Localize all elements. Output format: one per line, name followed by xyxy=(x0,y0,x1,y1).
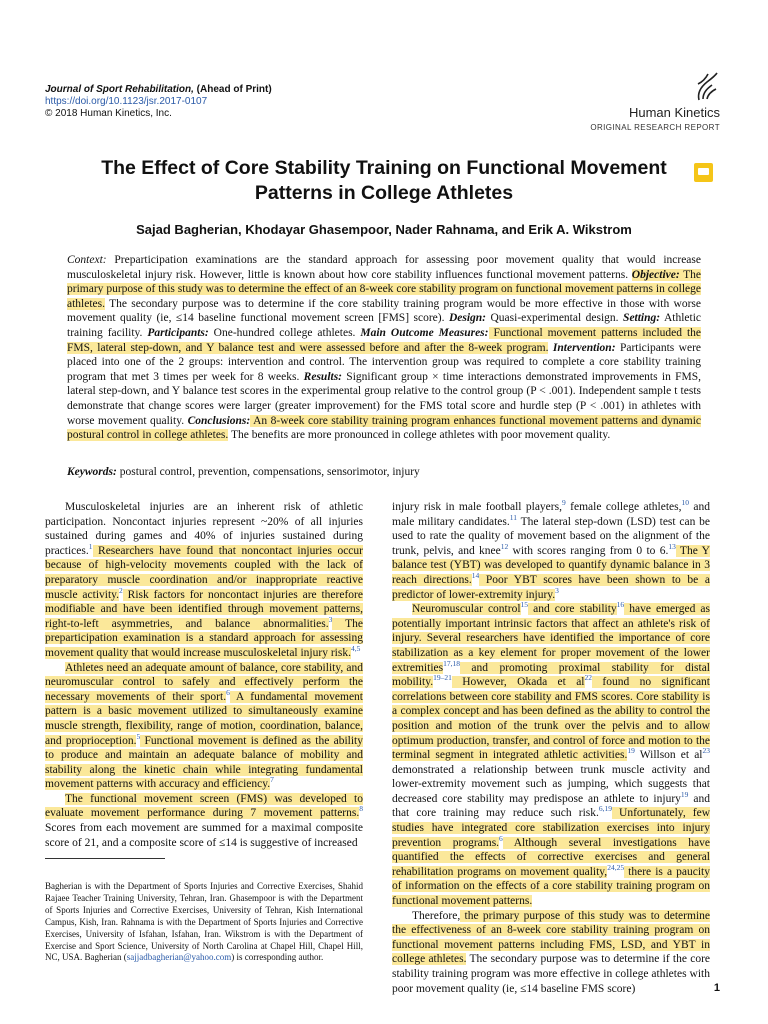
measures-label: Main Outcome Measures: xyxy=(360,326,489,339)
intervention-text: Participants were placed into one of the 2 groups: intervention and control. The intervention group was required to complete a core stability training program that met 3 times per week for 8 weeks. xyxy=(67,341,702,383)
author-affiliations-footnote xyxy=(45,881,363,964)
journal-name: Journal of Sport Rehabilitation, xyxy=(45,84,194,95)
keywords-label: Keywords: xyxy=(67,466,117,478)
paragraph xyxy=(45,661,363,792)
text-run: Scores from each movement are summed for a maximal composite score of 21, and a composite score of ≤14 is suggestive of increased xyxy=(45,822,363,849)
citation-link[interactable]: 19 xyxy=(680,790,689,800)
highlighted-text: Core stability is a complex concept and has been defined as the ability to control the position and motion of the trunk over the pelvis and to allow optimum production, transfer, and control of force and motion to the terminal segment in integrated athletic activities. xyxy=(392,690,710,762)
setting-text: Athletic training facility. xyxy=(67,312,701,339)
conclusions-text-highlighted: An 8-week core stability training program enhances functional movement patterns and dynamic postural control in college athletes. xyxy=(67,414,702,442)
doi-link[interactable]: https://doi.org/10.1123/jsr.2017-0107 xyxy=(45,96,208,107)
design-label: Design: xyxy=(448,312,487,325)
citation-link[interactable]: 8 xyxy=(359,804,363,814)
highlighted-text: found no significant correlations between core stability and FMS scores. xyxy=(392,676,710,703)
title-line-2: Patterns in College Athletes xyxy=(254,182,514,204)
text-run: The secondary purpose was to determine if the core stability training program was more effective in college athletes with poor movement quality (ie, ≤14 baseline FMS score) xyxy=(392,953,710,995)
highlighted-text: Poor YBT scores have been shown to be a predictor of lower-extremity injury. xyxy=(392,573,710,601)
intervention-label: Intervention: xyxy=(552,341,616,354)
design-text: Quasi-experimental design. xyxy=(486,312,619,325)
citation-link[interactable]: 6,19 xyxy=(598,804,612,814)
abstract-text xyxy=(67,253,701,443)
highlighted-text: Unfortunately, few studies have integrated core stabilization exercises into injury prevention programs. xyxy=(392,807,710,849)
highlighted-text: A fundamental movement pattern is a basic movement utilized to simultaneously examine muscle strength, flexibility, range of motion, coordination, balance, and proprioception. xyxy=(45,690,364,747)
participants-text: One-hundred college athletes. xyxy=(208,326,356,339)
text-run: and male military candidates. xyxy=(392,501,710,528)
citation-link[interactable]: 22 xyxy=(584,673,593,683)
highlighted-text: The functional movement screen (FMS) was developed to evaluate movement performance during 7 movement patterns. xyxy=(45,792,363,820)
citation-link[interactable]: 17,18 xyxy=(443,658,460,668)
highlighted-text: and promoting proximal stability for distal mobility. xyxy=(392,661,710,689)
citation-link[interactable]: 12 xyxy=(500,541,509,551)
paragraph xyxy=(392,909,710,997)
text-run: Musculoskeletal injuries are an inherent risk of athletic participation. Noncontact injuries represent ~20% of all injuries sustained during games and 40% of injuries sustained during practices. xyxy=(45,501,363,557)
citation-link[interactable]: 6 xyxy=(499,833,503,843)
keywords xyxy=(67,466,701,478)
article-type: ORIGINAL RESEARCH REPORT xyxy=(590,123,720,132)
paragraph xyxy=(392,500,710,602)
highlighted-text: Functional movement is defined as the ability to produce and maintain an adequate balance of mobility and stability along the kinetic chain while integrating fundamental movement patterns with accuracy and efficiency. xyxy=(45,734,363,791)
conclusions-label: Conclusions: xyxy=(187,414,251,427)
journal-title-line xyxy=(45,84,272,96)
text-run: with scores ranging from 0 to 6. xyxy=(508,544,669,557)
highlighted-text: the primary purpose of this study was to determine the effectiveness of an 8-week core stability training program on functional movement patterns including FMS, LSD, and YBT in college athletes. xyxy=(392,909,710,966)
measures-text-highlighted: Functional movement patterns included the FMS, lateral step-down, and Y balance test and were assessed before and after the 8-week program. xyxy=(67,326,702,354)
setting-label: Setting: xyxy=(623,312,661,325)
highlighted-text: Risk factors for noncontact injuries are therefore modifiable and have been identified through movement patterns, right-to-left asymmetries, and balance abnormalities. xyxy=(45,588,363,630)
text-run: injury risk in male football players, xyxy=(392,501,562,513)
citation-link[interactable]: 14 xyxy=(471,571,480,581)
keywords-text: postural control, prevention, compensations, sensorimotor, injury xyxy=(116,466,420,478)
results-text: Significant group × time interactions demonstrated improvements in FMS, lateral step-down, and Y balance test scores in the experimental group relative to the control group (P < .001). Independent sample t tests demonstrate that change scores were larger (greater improvement) for the FMS total score and hurdle step (P < .001) in athletes with worse movement quality. xyxy=(67,370,702,427)
citation-link[interactable]: 7 xyxy=(270,775,274,785)
abstract xyxy=(67,253,701,443)
paragraph xyxy=(45,500,363,661)
citation-link[interactable]: 16 xyxy=(616,600,625,610)
highlighted-text: However, Okada et al xyxy=(451,676,585,689)
citation-link[interactable]: 2 xyxy=(119,585,123,595)
article-title xyxy=(40,156,728,206)
highlighted-text: The preparticipation examination is a standard approach for assessing movement quality that would increase musculoskeletal injury risk. xyxy=(45,617,363,659)
citation-link[interactable]: 23 xyxy=(702,746,710,756)
conclusions-text: The benefits are more pronounced in college athletes with poor movement quality. xyxy=(228,429,611,442)
paragraph xyxy=(392,602,710,908)
paragraph xyxy=(45,792,363,850)
context-label: Context: xyxy=(67,254,107,266)
text-run: Therefore, xyxy=(412,909,461,922)
footnote-divider xyxy=(45,858,165,859)
journal-header xyxy=(45,84,272,120)
highlighted-text: and core stability xyxy=(528,603,617,616)
citation-link[interactable]: 11 xyxy=(509,512,517,522)
citation-link[interactable]: 9 xyxy=(561,498,566,508)
citation-link[interactable]: 1 xyxy=(88,541,93,551)
human-kinetics-logo-icon xyxy=(694,72,720,102)
highlighted-text: have emerged as potentially important intrinsic factors that affect an athlete's risk of injury. Several researchers have identified the importance of core stabilization as a key element for proper movement of the lower extremities xyxy=(392,603,710,674)
citation-link[interactable]: 13 xyxy=(668,541,676,551)
citation-link[interactable]: 19–21 xyxy=(433,673,452,683)
citation-link[interactable]: 3 xyxy=(328,614,333,624)
participants-label: Participants: xyxy=(147,326,209,339)
highlighted-text: The Y balance test (YBT) was developed to quantify dynamic balance in 3 reach directions. xyxy=(392,544,710,586)
journal-status: (Ahead of Print) xyxy=(193,84,272,95)
footnote-tail: ) is corresponding author. xyxy=(231,952,324,963)
citation-link[interactable]: 3 xyxy=(555,585,559,595)
context-text: Preparticipation examinations are the standard approach for assessing poor movement quality that would increase musculoskeletal injury risk. However, little is known about how core stability influences functional movement patterns. xyxy=(67,254,701,281)
text-run: The lateral step-down (LSD) test can be used to rate the quality of movement based on the alignment of the trunk, pelvis, and knee xyxy=(392,515,710,557)
citation-link[interactable]: 19 xyxy=(627,746,635,756)
publisher-name: Human Kinetics xyxy=(628,105,720,120)
text-run: demonstrated a relationship between trunk muscle activity and lower-extremity movement such as jumping, which suggests that decreased core stability may predispose an athlete to injury xyxy=(392,763,710,805)
text-run: female college athletes, xyxy=(565,501,682,513)
highlighted-text: there is a paucity of information on the effects of a core stability training program on functional movement patterns. xyxy=(392,865,710,908)
body-column-left xyxy=(45,500,363,850)
objective-text: The secondary purpose was to determine if the core stability training program would be more effective in those with worse movement quality (ie, ≤14 baseline functional movement screen [FMS] score). xyxy=(67,297,701,325)
footnote-text: Bagherian is with the Department of Sports Injuries and Corrective Exercises, Shahid Rajaee Teacher Training University, Tehran, Iran. Ghasempoor is with the Department of Sports Injuries and Corrective Exercises, University of Tehran, Kish International Campus, Kish, Iran. Rahnama is with the Department of Sports Injuries and Corrective Exercises, University of Isfahan, Isfahan, Iran. Wikstrom is with the Department of Exercise and Sport Science, University of North Carolina at Chapel Hill, Chapel Hill, NC, USA. Bagherian ( xyxy=(45,881,363,963)
highlighted-text: Athletes need an adequate amount of balance, core stability, and neuromuscular control to safely and effectively perform the necessary movements of their sport. xyxy=(45,661,363,703)
authors: Sajad Bagherian, Khodayar Ghasempoor, Nader Rahnama, and Erik A. Wikstrom xyxy=(136,222,632,237)
results-label: Results: xyxy=(303,370,343,383)
citation-link[interactable]: 24,25 xyxy=(607,863,625,873)
page-number: 1 xyxy=(713,982,720,994)
citation-link[interactable]: 6 xyxy=(226,687,230,697)
copyright: © 2018 Human Kinetics, Inc. xyxy=(45,108,172,119)
objective-label: Objective: xyxy=(631,268,680,281)
email-link[interactable]: sajjadbagherian@yahoo.com xyxy=(126,952,232,963)
citation-link[interactable]: 10 xyxy=(681,498,689,508)
citation-link[interactable]: 5 xyxy=(136,731,141,741)
highlighted-text: Researchers have found that noncontact injuries occur because of high-velocity movements coupled with the lack of preparatory muscle coordination and/or inappropriate reactive muscle activity. xyxy=(45,544,363,601)
text-run: Willson et al xyxy=(634,749,703,762)
body-column-right xyxy=(392,500,710,996)
text-run: and that core training may reduce such risk. xyxy=(392,792,710,820)
highlighted-text: Although several investigations have quantified the effects of corrective exercises and general rehabilitation programs on movement quality, xyxy=(392,836,710,878)
objective-text-highlighted: The primary purpose of this study was to determine the effect of an 8-week core stability program on functional movement patterns in college athletes. xyxy=(67,268,701,310)
title-line-1: The Effect of Core Stability Training on Functional Movement xyxy=(101,157,667,179)
highlighted-text: Neuromuscular control xyxy=(412,603,521,616)
comment-icon[interactable] xyxy=(694,163,713,182)
publisher-block xyxy=(590,72,720,132)
citation-link[interactable]: 4,5 xyxy=(350,644,361,654)
citation-link[interactable]: 15 xyxy=(520,600,529,610)
